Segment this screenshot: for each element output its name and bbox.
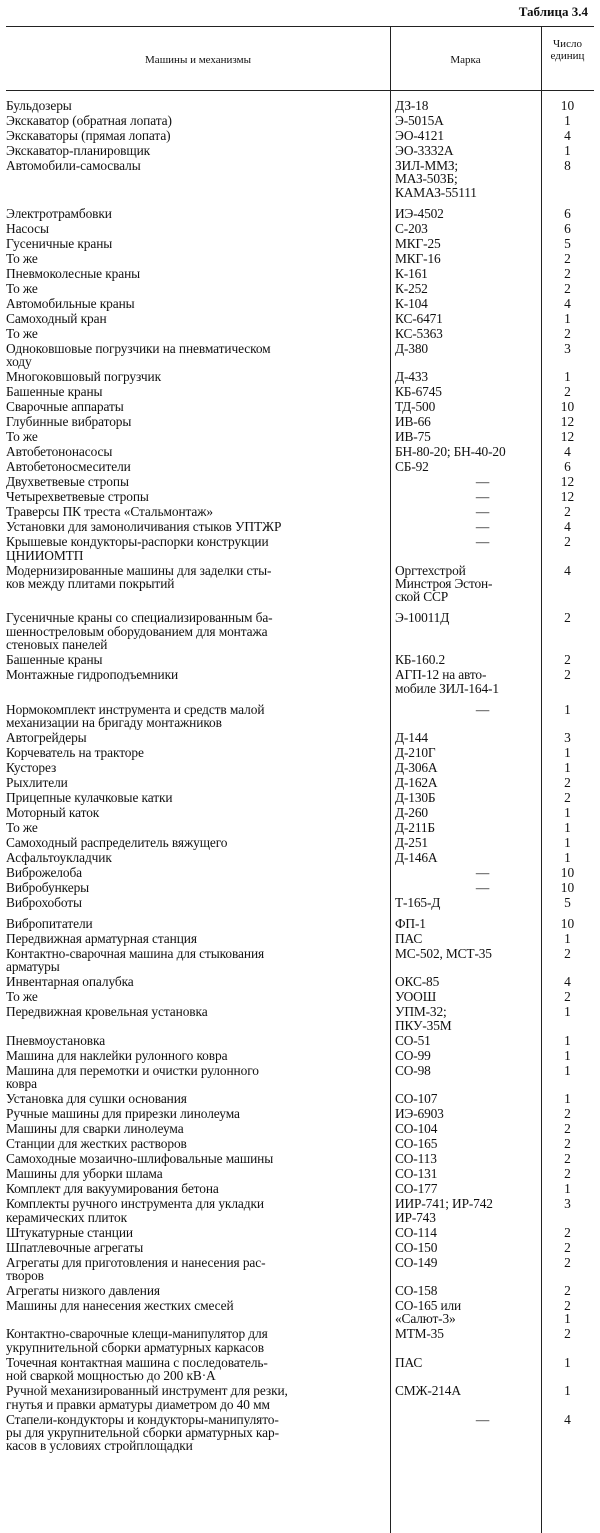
unit-count: 8 bbox=[564, 158, 571, 173]
machine-mark: ДЗ-18 bbox=[395, 98, 429, 113]
unit-count: 1 bbox=[564, 310, 571, 326]
unit-count: 1 bbox=[564, 835, 571, 850]
machine-name: Крышевые кондукторы-распорки конструкции ЦНИИОМТП bbox=[6, 534, 269, 563]
machine-mark: СО-149 bbox=[395, 1254, 438, 1270]
unit-count: 2 bbox=[564, 1283, 571, 1298]
unit-count: 12 bbox=[560, 414, 575, 430]
unit-count: 10 bbox=[560, 916, 575, 931]
unit-count: 4 bbox=[564, 295, 571, 311]
machine-name: То же bbox=[6, 250, 38, 266]
machine-name: Экскаваторы (прямая лопата) bbox=[6, 128, 171, 143]
machine-name: Кусторез bbox=[6, 760, 57, 775]
machine-mark: ПАС bbox=[395, 931, 423, 946]
unit-count: 6 bbox=[564, 459, 571, 475]
machine-mark: СО-150 bbox=[395, 1239, 438, 1255]
unit-count: 2 bbox=[564, 1224, 571, 1240]
unit-count: 2 bbox=[564, 280, 571, 296]
machine-mark: СО-51 bbox=[395, 1032, 431, 1048]
machine-name: То же bbox=[6, 429, 38, 445]
machine-name: Автомобильные краны bbox=[6, 295, 135, 311]
machine-name: Установка для сушки основания bbox=[6, 1091, 187, 1107]
machine-name: Гусеничные краны со специализированным ба- шенностреловым оборудованием для монтажа стеновых панелей bbox=[6, 610, 273, 653]
machine-mark: — bbox=[475, 489, 490, 505]
unit-count: 3 bbox=[564, 1196, 571, 1212]
machine-mark: КБ-160.2 bbox=[395, 652, 446, 668]
machine-name: Машина для наклейки рулонного ковра bbox=[6, 1047, 228, 1063]
unit-count: 10 bbox=[560, 880, 575, 895]
machine-name: То же bbox=[6, 989, 38, 1005]
unit-count: 3 bbox=[564, 340, 571, 356]
machine-mark: — bbox=[475, 1411, 490, 1427]
machine-name: Самоходный распределитель вяжущего bbox=[6, 835, 228, 850]
machine-name: Шпатлевочные агрегаты bbox=[6, 1239, 144, 1255]
machine-mark: МКГ-25 bbox=[395, 235, 441, 251]
unit-count: 2 bbox=[564, 610, 571, 626]
machine-name: Штукатурные станции bbox=[6, 1224, 133, 1240]
unit-count: 2 bbox=[564, 1239, 571, 1255]
machine-mark: СО-177 bbox=[395, 1181, 438, 1197]
header-rule bbox=[6, 90, 594, 91]
machine-mark: Д-146А bbox=[395, 850, 438, 865]
machine-mark: — bbox=[475, 880, 490, 895]
machine-mark: — bbox=[475, 865, 490, 880]
machine-name: Электротрамбовки bbox=[6, 205, 112, 221]
machine-mark: СО-131 bbox=[395, 1166, 438, 1182]
machine-mark: ИИР-741; ИР-742 ИР-743 bbox=[395, 1196, 493, 1225]
column-divider bbox=[390, 26, 391, 1533]
machine-name: Передвижная арматурная станция bbox=[6, 931, 197, 946]
machine-name: Насосы bbox=[6, 220, 49, 236]
machine-mark: Э-5015А bbox=[395, 113, 444, 128]
unit-count: 4 bbox=[564, 1411, 571, 1427]
unit-count: 4 bbox=[564, 974, 571, 990]
machine-mark: ПАС bbox=[395, 1354, 423, 1370]
unit-count: 5 bbox=[564, 235, 571, 251]
machine-name: Многоковшовый погрузчик bbox=[6, 369, 161, 385]
unit-count: 2 bbox=[564, 250, 571, 266]
machine-name: Пневмоустановка bbox=[6, 1032, 106, 1048]
machine-mark: МС-502, МСТ-35 bbox=[395, 946, 492, 961]
machine-mark: СБ-92 bbox=[395, 459, 429, 475]
unit-count: 1 bbox=[564, 850, 571, 865]
machine-name: Машины для уборки шлама bbox=[6, 1166, 163, 1182]
machine-name: Модернизированные машины для заделки сты- ков между плитами покрытий bbox=[6, 562, 272, 591]
machine-mark: С-203 bbox=[395, 220, 428, 236]
machine-mark: Д-433 bbox=[395, 369, 428, 385]
unit-count: 1 bbox=[564, 1383, 571, 1399]
machine-mark: ОКС-85 bbox=[395, 974, 440, 990]
machine-mark: Д-211Б bbox=[395, 820, 435, 835]
machine-mark: — bbox=[475, 534, 490, 550]
machine-mark: ЭО-4121 bbox=[395, 128, 444, 143]
machine-name: Одноковшовые погрузчики на пневматическом ходу bbox=[6, 340, 271, 370]
machine-name: Пневмоколесные краны bbox=[6, 265, 141, 281]
machine-name: То же bbox=[6, 820, 38, 835]
unit-count: 2 bbox=[564, 1151, 571, 1167]
machine-mark: Д-380 bbox=[395, 340, 428, 356]
unit-count: 2 bbox=[564, 1121, 571, 1137]
machine-mark: Э-10011Д bbox=[395, 610, 450, 626]
unit-count: 4 bbox=[564, 519, 571, 535]
unit-count: 2 bbox=[564, 1254, 571, 1270]
machine-name: Монтажные гидроподъемники bbox=[6, 667, 179, 683]
machine-name: Автобетоносмесители bbox=[6, 459, 131, 475]
machine-mark: Д-306А bbox=[395, 760, 438, 775]
machine-mark: КС-5363 bbox=[395, 325, 443, 341]
unit-count: 2 bbox=[564, 325, 571, 341]
machine-mark: — bbox=[475, 474, 490, 490]
unit-count: 2 bbox=[564, 652, 571, 668]
unit-count: 2 bbox=[564, 989, 571, 1005]
unit-count: 1 bbox=[564, 1091, 571, 1107]
machine-mark: СО-165 bbox=[395, 1136, 438, 1152]
machine-name: Автобетононасосы bbox=[6, 444, 113, 460]
unit-count: 2 bbox=[564, 265, 571, 281]
machine-name: То же bbox=[6, 280, 38, 296]
machine-mark: Оргтехстрой Минстроя Эстон- ской ССР bbox=[395, 562, 493, 605]
machine-mark: СО-158 bbox=[395, 1283, 438, 1298]
unit-count: 1 bbox=[564, 113, 571, 128]
machine-name: Комплект для вакуумирования бетона bbox=[6, 1181, 219, 1197]
unit-count: 2 bbox=[564, 504, 571, 520]
unit-count: 6 bbox=[564, 220, 571, 236]
machine-name: Машина для перемотки и очистки рулонного ковра bbox=[6, 1062, 259, 1092]
machine-name: Башенные краны bbox=[6, 384, 103, 400]
machine-name: Машины для сварки линолеума bbox=[6, 1121, 184, 1137]
machine-mark: К-161 bbox=[395, 265, 428, 281]
machine-name: Вибропитатели bbox=[6, 916, 93, 931]
unit-count: 2 bbox=[564, 790, 571, 805]
machine-mark: УООШ bbox=[395, 989, 437, 1005]
unit-count: 10 bbox=[560, 865, 575, 880]
unit-count: 4 bbox=[564, 444, 571, 460]
unit-count: 1 bbox=[564, 805, 571, 820]
unit-count: 6 bbox=[564, 205, 571, 221]
machine-mark: СО-165 или «Салют-3» bbox=[395, 1298, 462, 1327]
machine-name: Бульдозеры bbox=[6, 98, 72, 113]
machine-mark: УПМ-32; ПКУ-35М bbox=[395, 1004, 452, 1033]
machine-mark: СО-107 bbox=[395, 1091, 438, 1107]
machine-name: Сварочные аппараты bbox=[6, 399, 124, 415]
machine-name: Моторный каток bbox=[6, 805, 100, 820]
machine-mark: КС-6471 bbox=[395, 310, 443, 326]
machine-mark: АГП-12 на авто- мобиле ЗИЛ-164-1 bbox=[395, 667, 499, 696]
unit-count: 1 bbox=[564, 701, 571, 717]
unit-count: 1 bbox=[564, 369, 571, 385]
machine-mark: — bbox=[475, 519, 490, 535]
header-count: Число единиц bbox=[550, 38, 585, 62]
unit-count: 2 bbox=[564, 1136, 571, 1152]
machine-mark: СО-99 bbox=[395, 1047, 431, 1063]
machine-mark: ТД-500 bbox=[395, 399, 436, 415]
machine-mark: Д-210Г bbox=[395, 745, 436, 760]
unit-count: 2 1 bbox=[564, 1298, 571, 1327]
machine-mark: СО-98 bbox=[395, 1062, 431, 1078]
machine-name: Самоходный кран bbox=[6, 310, 107, 326]
table-caption: Таблица 3.4 bbox=[518, 4, 588, 19]
machine-mark: СО-104 bbox=[395, 1121, 438, 1137]
unit-count: 3 bbox=[564, 730, 571, 745]
machine-name: Гусеничные краны bbox=[6, 235, 113, 251]
unit-count: 2 bbox=[564, 667, 571, 683]
machine-name: Самоходные мозаично-шлифовальные машины bbox=[6, 1151, 274, 1167]
unit-count: 1 bbox=[564, 1047, 571, 1063]
unit-count: 2 bbox=[564, 775, 571, 790]
machine-name: Траверсы ПК треста «Стальмонтаж» bbox=[6, 504, 214, 520]
machine-name: Станции для жестких растворов bbox=[6, 1136, 187, 1152]
unit-count: 1 bbox=[564, 1062, 571, 1078]
machine-mark: МКГ-16 bbox=[395, 250, 441, 266]
machine-name: Виброжелоба bbox=[6, 865, 83, 880]
machine-name: Контактно-сварочная машина для стыкования арматуры bbox=[6, 946, 265, 975]
unit-count: 1 bbox=[564, 745, 571, 760]
machine-name: Установки для замоноличивания стыков УПТЖР bbox=[6, 519, 282, 535]
machine-mark: СО-114 bbox=[395, 1224, 437, 1240]
machine-name: Рыхлители bbox=[6, 775, 68, 790]
machine-mark: СМЖ-214А bbox=[395, 1383, 461, 1399]
machine-mark: КБ-6745 bbox=[395, 384, 442, 400]
machine-mark: — bbox=[475, 504, 490, 520]
machine-name: Автомобили-самосвалы bbox=[6, 158, 141, 173]
unit-count: 2 bbox=[564, 1106, 571, 1122]
machine-name: Точечная контактная машина с последователь- ной сваркой мощностью до 200 кВ·А bbox=[6, 1354, 268, 1384]
machine-mark: К-252 bbox=[395, 280, 428, 296]
unit-count: 1 bbox=[564, 1181, 571, 1197]
machine-name: Корчеватель на тракторе bbox=[6, 745, 144, 760]
machine-name: Нормокомплект инструмента и средств малой механизации на бригаду монтажников bbox=[6, 701, 265, 730]
machine-name: Асфальтоукладчик bbox=[6, 850, 112, 865]
machine-name: Машины для нанесения жестких смесей bbox=[6, 1298, 234, 1313]
machine-name: Стапели-кондукторы и кондукторы-манипулято- ры для укрупнительной сборки арматурных кар- касов в условиях стройплощадки bbox=[6, 1411, 279, 1454]
unit-count: 2 bbox=[564, 946, 571, 961]
machine-name: Экскаватор (обратная лопата) bbox=[6, 113, 172, 128]
unit-count: 12 bbox=[560, 489, 575, 505]
unit-count: 1 bbox=[564, 143, 571, 158]
machine-mark: ФП-1 bbox=[395, 916, 426, 931]
machine-mark: МТМ-35 bbox=[395, 1326, 444, 1342]
unit-count: 2 bbox=[564, 384, 571, 400]
machine-name: Комплекты ручного инструмента для укладки керамических плиток bbox=[6, 1196, 264, 1225]
machine-name: Передвижная кровельная установка bbox=[6, 1004, 208, 1020]
machine-name: Башенные краны bbox=[6, 652, 103, 668]
unit-count: 1 bbox=[564, 931, 571, 946]
machine-name: Экскаватор-планировщик bbox=[6, 143, 151, 158]
machine-mark: ИВ-66 bbox=[395, 414, 431, 430]
unit-count: 12 bbox=[560, 429, 575, 445]
machine-mark: Д-144 bbox=[395, 730, 428, 745]
unit-count: 10 bbox=[560, 399, 575, 415]
machine-mark: Д-251 bbox=[395, 835, 428, 850]
machine-mark: ИВ-75 bbox=[395, 429, 431, 445]
machine-name: Глубинные вибраторы bbox=[6, 414, 132, 430]
machine-name: Двухветвевые стропы bbox=[6, 474, 129, 490]
unit-count: 12 bbox=[560, 474, 575, 490]
unit-count: 1 bbox=[564, 820, 571, 835]
machine-mark: ЭО-3332А bbox=[395, 143, 454, 158]
machine-mark: Д-130Б bbox=[395, 790, 436, 805]
machine-mark: К-104 bbox=[395, 295, 428, 311]
machine-name: Агрегаты для приготовления и нанесения рас- творов bbox=[6, 1254, 266, 1283]
unit-count: 4 bbox=[564, 562, 571, 578]
unit-count: 2 bbox=[564, 1166, 571, 1182]
machine-mark: ИЭ-6903 bbox=[395, 1106, 444, 1122]
machine-mark: ИЭ-4502 bbox=[395, 205, 444, 221]
machine-name: Прицепные кулачковые катки bbox=[6, 790, 173, 805]
unit-count: 1 bbox=[564, 1004, 571, 1020]
unit-count: 2 bbox=[564, 1326, 571, 1342]
unit-count: 4 bbox=[564, 128, 571, 143]
machine-name: Автогрейдеры bbox=[6, 730, 87, 745]
machine-name: Инвентарная опалубка bbox=[6, 974, 134, 990]
machine-mark: БН-80-20; БН-40-20 bbox=[395, 444, 506, 460]
header-mark: Марка bbox=[450, 54, 481, 66]
machine-name: Вибробункеры bbox=[6, 880, 90, 895]
machine-name: Ручной механизированный инструмент для резки, гнутья и правки арматуры диаметром до 40 мм bbox=[6, 1383, 288, 1412]
machine-name: Четырехветвевые стропы bbox=[6, 489, 149, 505]
machine-name: Контактно-сварочные клещи-манипулятор для укрупнительной сборки арматурных каркасов bbox=[6, 1326, 268, 1355]
unit-count: 1 bbox=[564, 760, 571, 775]
header-machines: Машины и механизмы bbox=[145, 54, 251, 66]
machine-mark: ЗИЛ-ММЗ; МАЗ-503Б; КАМАЗ-55111 bbox=[395, 158, 477, 200]
machine-mark: Д-260 bbox=[395, 805, 428, 820]
machine-mark: Т-165-Д bbox=[395, 895, 441, 910]
machine-name: Ручные машины для прирезки линолеума bbox=[6, 1106, 240, 1122]
machine-mark: Д-162А bbox=[395, 775, 438, 790]
unit-count: 10 bbox=[560, 98, 575, 113]
machine-mark: СО-113 bbox=[395, 1151, 437, 1167]
machine-name: Виброхоботы bbox=[6, 895, 82, 910]
machine-name: Агрегаты низкого давления bbox=[6, 1283, 160, 1298]
unit-count: 5 bbox=[564, 895, 571, 910]
unit-count: 2 bbox=[564, 534, 571, 550]
unit-count: 1 bbox=[564, 1354, 571, 1370]
machine-name: То же bbox=[6, 325, 38, 341]
table-top-rule bbox=[6, 26, 594, 27]
machinery-table bbox=[6, 26, 594, 1533]
unit-count: 1 bbox=[564, 1032, 571, 1048]
machine-mark: — bbox=[475, 701, 490, 717]
